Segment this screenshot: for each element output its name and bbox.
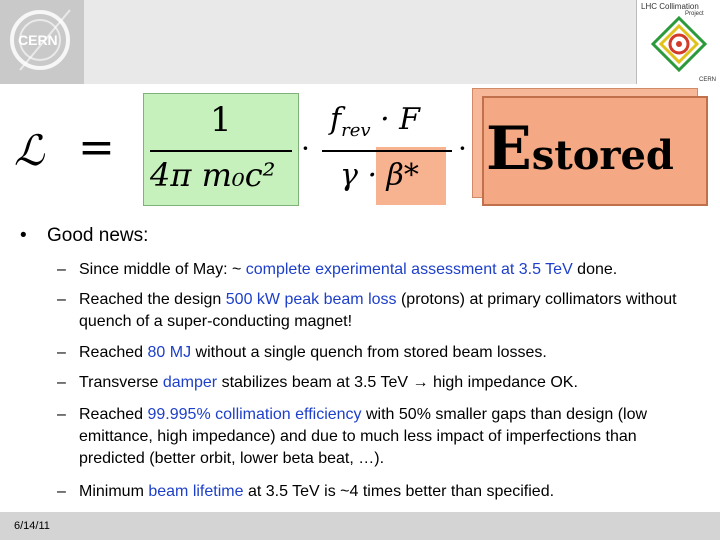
text-run: Minimum: [79, 483, 149, 500]
sub-bullet-text: [79, 404, 697, 470]
text-run: Since middle of May: ~: [79, 261, 246, 278]
formula-energy-stored: [486, 114, 674, 184]
formula-equals: =: [78, 122, 115, 173]
formula-term1-denominator: 4π m₀c²: [150, 156, 276, 194]
formula-frev-sub: rev: [341, 120, 371, 141]
text-run: without a single quench from stored beam losses.: [191, 344, 547, 361]
slide-date: 6/14/11: [14, 520, 50, 532]
sub-bullet-text: [79, 481, 697, 503]
highlight-run: damper: [162, 374, 218, 391]
collimation-emblem-icon: [637, 0, 720, 84]
text-run: at 3.5 TeV is ~4 times better than specified.: [243, 483, 555, 500]
highlight-run: beam lifetime: [148, 483, 244, 500]
text-run: Reached the design: [79, 291, 226, 308]
formula-term1-numerator: 1: [210, 100, 232, 140]
formula-term2-numerator-f: [330, 102, 420, 141]
sub-bullet-text: [79, 372, 697, 394]
sub-bullet-dash: –: [57, 374, 66, 391]
highlight-run: 500 kW peak beam loss: [225, 291, 397, 308]
cern-logo: [0, 0, 84, 84]
formula-beta-star: β*: [386, 158, 419, 193]
lhc-collimation-logo: [636, 0, 720, 84]
highlight-run: complete experimental assessment at 3.5 TeV: [245, 261, 573, 278]
bullet-dot: •: [20, 225, 27, 246]
formula-lhs: ℒ: [14, 126, 45, 175]
sub-bullet-dash: –: [57, 344, 66, 361]
formula-dot-2: ·: [458, 132, 467, 165]
sub-bullet-dash: –: [57, 261, 66, 278]
formula-energy-E: E: [486, 114, 532, 184]
text-run: Reached: [79, 406, 148, 423]
sub-bullet-text: [79, 289, 697, 333]
header-bar: [0, 0, 720, 84]
lhc-logo-title: LHC Collimation: [641, 2, 699, 11]
text-run: (protons) at primary collimators without quench of a super-conducting magnet!: [79, 291, 677, 330]
text-run: Transverse: [79, 374, 163, 391]
formula-frev-f: f: [330, 102, 342, 137]
highlight-run: 80 MJ: [147, 344, 192, 361]
formula-term2-denominator: [340, 158, 419, 193]
formula-term2-fraction-line: [322, 150, 452, 152]
main-bullet-text: Good news:: [47, 225, 149, 246]
luminosity-formula: [0, 86, 720, 216]
sub-bullet-dash: –: [57, 406, 66, 423]
highlight-run: 99.995% collimation efficiency: [147, 406, 362, 423]
sub-bullet-text: [79, 259, 697, 281]
sub-bullet-dash: –: [57, 483, 66, 500]
formula-term1-fraction-line: [150, 150, 292, 152]
formula-energy-sub: stored: [531, 132, 674, 179]
text-run: Reached: [79, 344, 148, 361]
formula-frev-F: · F: [370, 102, 420, 137]
text-run: with 50% smaller gaps than design (low emittance, high impedance) and due to much less impact of imperfections than predicted (better orbit, lower beta beat, …).: [79, 406, 648, 467]
cern-logo-label: CERN: [18, 32, 58, 48]
sub-bullet-dash: –: [57, 291, 66, 308]
lhc-logo-subtitle: Project: [685, 11, 704, 17]
formula-gamma: γ ·: [340, 158, 387, 193]
lhc-logo-org: CERN: [698, 77, 716, 83]
footer-bar: [0, 512, 720, 540]
text-run: stabilizes beam at 3.5 TeV → high impedance OK.: [217, 374, 578, 391]
sub-bullet-text: [79, 342, 697, 364]
formula-dot-1: ·: [301, 132, 310, 165]
text-run: done.: [572, 261, 618, 278]
